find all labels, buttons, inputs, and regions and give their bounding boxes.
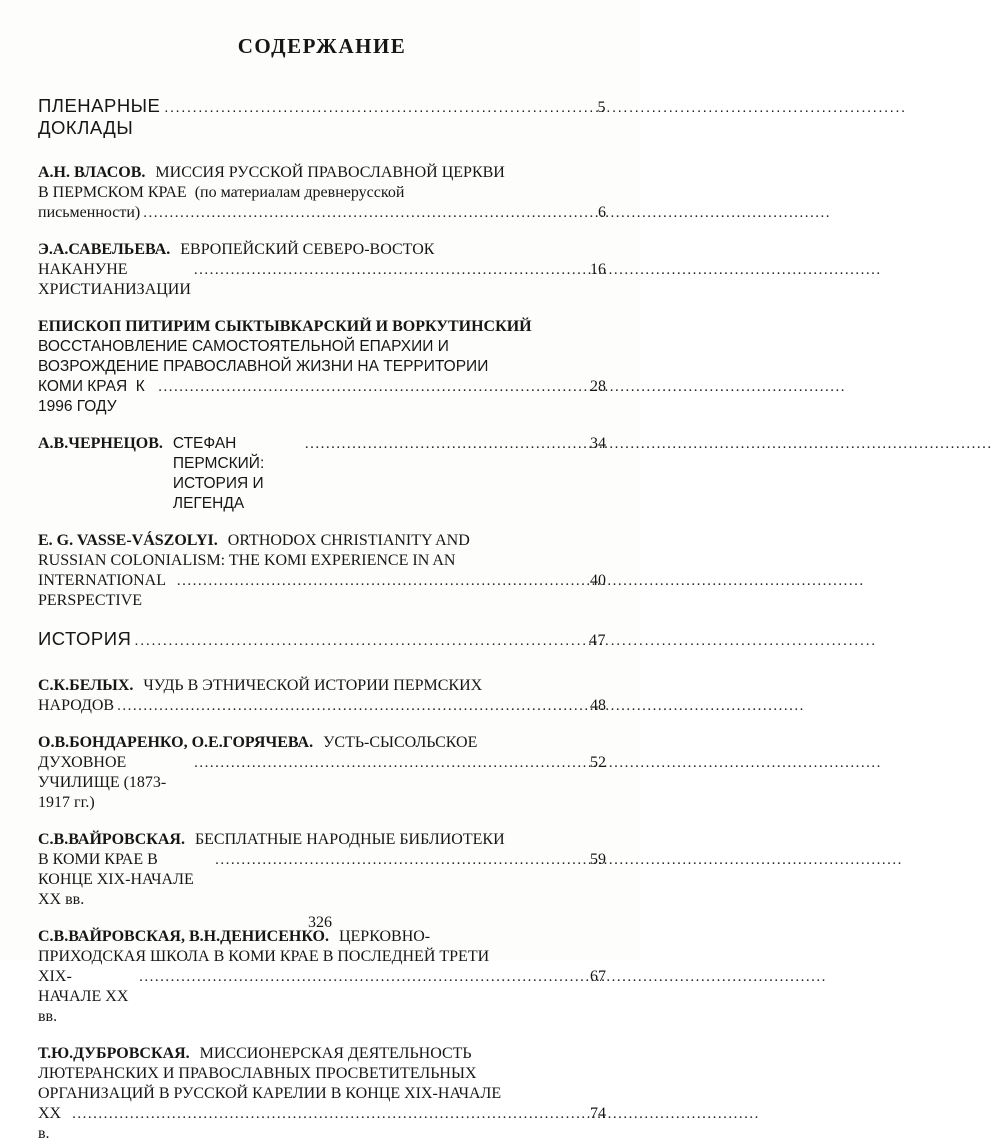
toc-entry-line [38, 753, 606, 813]
dot-leader [177, 571, 574, 589]
toc-entry [38, 240, 606, 300]
entry-title-text: НАРОДОВ [38, 697, 115, 714]
dot-leader [158, 377, 574, 395]
toc-entry-line [38, 203, 606, 223]
section-heading-row [38, 95, 606, 139]
toc-entry-line [38, 551, 606, 571]
footer-page-number: 326 [308, 914, 332, 931]
entry-title-text: ЕВРОПЕЙСКИЙ СЕВЕРО-ВОСТОК [180, 241, 435, 258]
entry-author: Э.А.САВЕЛЬЕВА. [38, 241, 171, 258]
toc-entry-line [38, 733, 606, 753]
toc-entry [38, 163, 606, 223]
dot-leader [215, 850, 574, 868]
entry-title-text: RUSSIAN COLONIALISM: THE KOMI EXPERIENCE IN AN [38, 552, 456, 569]
entry-title-text: XX в. [38, 1105, 66, 1142]
dot-leader [134, 628, 574, 646]
entry-title-text: МИССИОНЕРСКАЯ ДЕЯТЕЛЬНОСТЬ [199, 1045, 472, 1062]
entry-title-text: ПРИХОДСКАЯ ШКОЛА В КОМИ КРАЕ В ПОСЛЕДНЕЙ ТРЕТИ [38, 948, 490, 965]
toc-entry-line [38, 1104, 606, 1144]
toc-entry-line [38, 377, 606, 417]
entry-title-text: МИССИЯ РУССКОЙ ПРАВОСЛАВНОЙ ЦЕРКВИ [155, 164, 505, 181]
page-number: 59 [590, 851, 606, 868]
entry-title-text: СТЕФАН ПЕРМСКИЙ: ИСТОРИЯ И ЛЕГЕНДА [172, 435, 269, 512]
entry-author: ЕПИСКОП ПИТИРИМ СЫКТЫВКАРСКИЙ И ВОРКУТИНСКИЙ [38, 318, 532, 335]
toc-entry [38, 830, 606, 910]
entry-title-text: письменности) [38, 204, 141, 221]
page-title: СОДЕРЖАНИЕ [237, 34, 407, 58]
section-heading-label: ИСТОРИЯ [38, 628, 132, 649]
entry-title-text: КОМИ КРАЯ К 1996 ГОДУ [38, 378, 150, 415]
dot-leader [194, 753, 574, 771]
entry-title-text: ВОССТАНОВЛЕНИЕ САМОСТОЯТЕЛЬНОЙ ЕПАРХИИ И [38, 338, 449, 355]
entry-author: С.В.ВАЙРОВСКАЯ, В.Н.ДЕНИСЕНКО. [38, 928, 329, 945]
entry-author: А.В.ЧЕРНЕЦОВ. [38, 435, 163, 452]
entry-title-text: XIX- НАЧАЛЕ XX вв. [38, 968, 133, 1025]
page-number: 47 [589, 632, 606, 649]
toc-entry [38, 434, 606, 514]
toc-entry-line [38, 830, 606, 850]
toc-entry-line [38, 260, 606, 300]
toc-entry-line [38, 531, 606, 551]
toc-entry-line [38, 357, 606, 377]
dot-leader [139, 967, 574, 985]
page-number: 74 [590, 1105, 606, 1122]
entry-author: E. G. VASSE-VÁSZOLYI. [38, 532, 218, 549]
toc-entry-line [38, 240, 606, 260]
page-number: 16 [590, 261, 606, 278]
dot-leader [143, 203, 574, 221]
toc-entry [38, 927, 606, 1027]
entry-title-text: ДУХОВНОЕ УЧИЛИЩЕ (1873-1917 гг.) [38, 754, 167, 811]
toc-entry-line [38, 183, 606, 203]
entry-title-text: БЕСПЛАТНЫЕ НАРОДНЫЕ БИБЛИОТЕКИ [194, 831, 505, 848]
page-number: 6 [598, 204, 606, 221]
dot-leader [305, 434, 574, 452]
entry-title-text: В КОМИ КРАЕ В КОНЦЕ XIX-НАЧАЛЕ XX вв. [38, 851, 198, 908]
entry-author: А.Н. ВЛАСОВ. [38, 164, 146, 181]
page-number: 52 [590, 754, 606, 771]
entry-author: О.В.БОНДАРЕНКО, О.Е.ГОРЯЧЕВА. [38, 734, 314, 751]
toc-entry-line [38, 696, 606, 716]
toc-entry-line [38, 947, 606, 967]
table-of-contents [38, 95, 606, 1144]
page-number: 34 [590, 435, 606, 452]
toc-entry-line [38, 163, 606, 183]
entry-title-text: ЦЕРКОВНО- [338, 928, 431, 945]
toc-entry-line [38, 434, 606, 514]
entry-title-text: НАКАНУНЕ ХРИСТИАНИЗАЦИИ [38, 261, 191, 298]
page-number: 40 [590, 572, 606, 589]
toc-entry-line [38, 676, 606, 696]
toc-entry-line [38, 967, 606, 1027]
entry-title-text: INTERNATIONAL PERSPECTIVE [38, 572, 170, 609]
entry-title-text: ЧУДЬ В ЭТНИЧЕСКОЙ ИСТОРИИ ПЕРМСКИХ [143, 677, 483, 694]
toc-entry-line [38, 1044, 606, 1064]
toc-entry [38, 733, 606, 813]
dot-leader [194, 260, 574, 278]
entry-title-text: ЛЮТЕРАНСКИХ И ПРАВОСЛАВНЫХ ПРОСВЕТИТЕЛЬНЫХ [38, 1065, 477, 1082]
dot-leader [72, 1104, 574, 1122]
toc-entry [38, 317, 606, 417]
toc-entry-line [38, 1064, 606, 1084]
toc-entry [38, 676, 606, 716]
page-number: 48 [590, 697, 606, 714]
entry-title-text: В ПЕРМСКОМ КРАЕ (по материалам древнерусской [38, 184, 405, 201]
dot-leader [117, 696, 574, 714]
entry-author: Т.Ю.ДУБРОВСКАЯ. [38, 1045, 190, 1062]
dot-leader [164, 95, 574, 113]
entry-author: С.В.ВАЙРОВСКАЯ. [38, 831, 185, 848]
entry-title-text: ORTHODOX CHRISTIANITY AND [227, 532, 470, 549]
section-heading-row [38, 628, 606, 652]
toc-entry-line [38, 317, 606, 337]
toc-entry [38, 1044, 606, 1144]
section-heading-label: ПЛЕНАРНЫЕ ДОКЛАДЫ [38, 95, 167, 138]
entry-title-text: ВОЗРОЖДЕНИЕ ПРАВОСЛАВНОЙ ЖИЗНИ НА ТЕРРИТОРИИ [38, 358, 489, 375]
toc-entry-line [38, 1084, 606, 1104]
entry-author: С.К.БЕЛЫХ. [38, 677, 134, 694]
entry-title-text: ОРГАНИЗАЦИЙ В РУССКОЙ КАРЕЛИИ В КОНЦЕ XIX-НАЧАЛЕ [38, 1085, 502, 1102]
page-number: 67 [590, 968, 606, 985]
page-number: 5 [597, 99, 606, 116]
entry-title-text: УСТЬ-СЫСОЛЬСКОЕ [323, 734, 478, 751]
toc-entry-line [38, 850, 606, 910]
toc-entry [38, 531, 606, 611]
toc-entry-line [38, 571, 606, 611]
toc-entry-line [38, 337, 606, 357]
page-number: 28 [590, 378, 606, 395]
